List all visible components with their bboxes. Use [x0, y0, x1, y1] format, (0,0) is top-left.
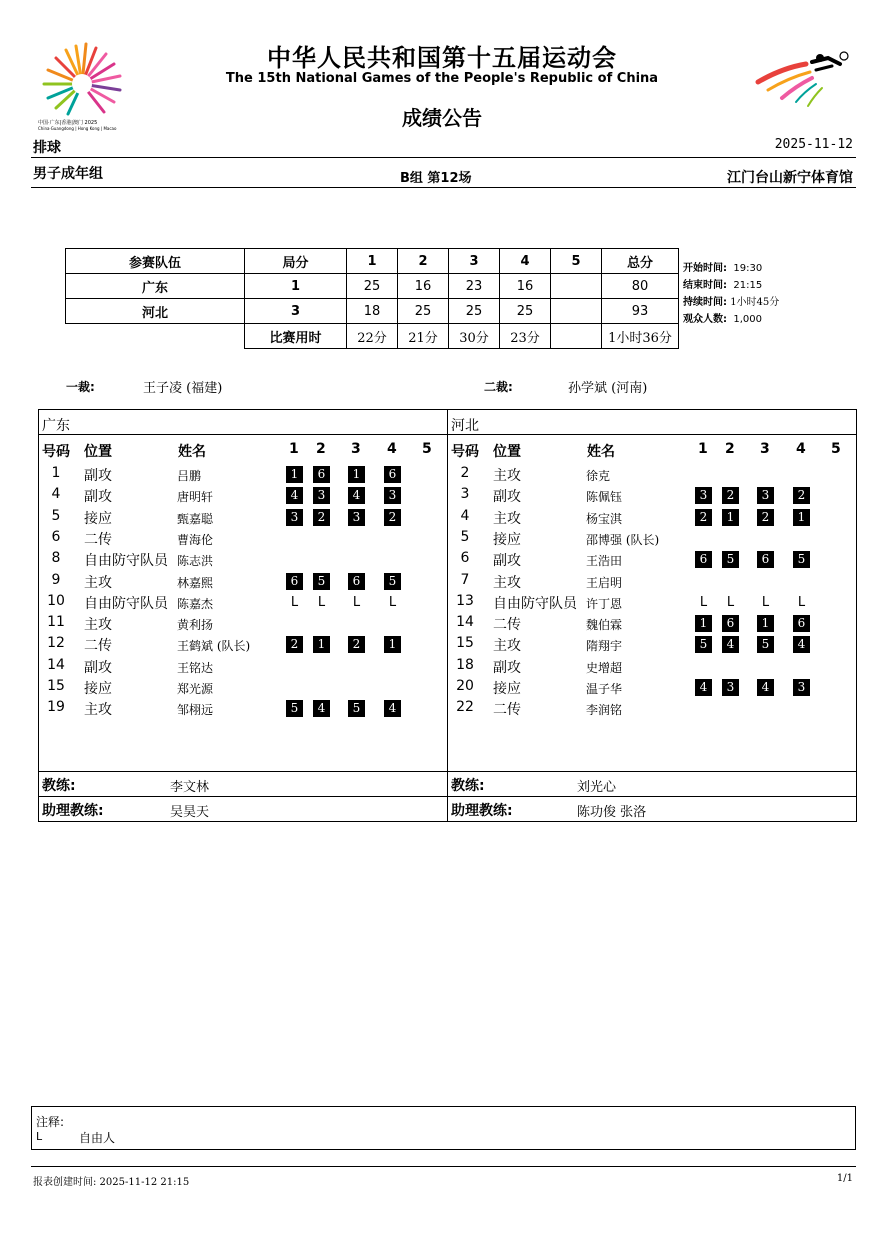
player-position: 副攻 — [84, 659, 112, 676]
column-header-set: 3 — [351, 441, 361, 457]
player-position: 主攻 — [84, 617, 112, 634]
starting-rotation-box: 4 — [793, 636, 810, 653]
player-number: 5 — [51, 507, 61, 524]
divider — [31, 1166, 856, 1167]
player-name: 陈嘉杰 — [177, 596, 214, 611]
category: 男子成年组 — [33, 166, 103, 182]
start-time: 19:30 — [733, 263, 763, 274]
player-name: 王浩田 — [586, 554, 623, 569]
libero-marker: L — [352, 594, 361, 610]
player-name: 魏伯霖 — [586, 618, 623, 633]
logo-subcaption: China·Guangdong | Hong Kong | Macao — [38, 126, 117, 131]
player-row — [39, 465, 447, 486]
player-name: 唐明轩 — [177, 490, 214, 505]
duration-info-label: 持续时间: — [683, 297, 727, 308]
sets-won: 1 — [245, 274, 347, 299]
starting-rotation-box: 1 — [348, 466, 365, 483]
starting-rotation-box: 1 — [695, 615, 712, 632]
notes-label: 注释: — [36, 1115, 65, 1129]
set-duration: 23分 — [500, 324, 551, 349]
first-referee: 王子凌 (福建) — [143, 381, 223, 396]
player-name: 林嘉熙 — [177, 575, 214, 590]
player-row — [448, 699, 856, 720]
player-number: 20 — [456, 678, 474, 694]
player-row — [39, 657, 447, 678]
set-score: 25 — [347, 274, 398, 299]
column-header-set: 3 — [760, 441, 770, 457]
starting-rotation-box: 1 — [757, 615, 774, 632]
starting-rotation-box: 6 — [348, 573, 365, 590]
player-row — [39, 678, 447, 699]
sets-won-header: 局分 — [245, 249, 347, 274]
end-time-line — [683, 276, 762, 291]
player-position: 副攻 — [493, 489, 521, 506]
player-number: 9 — [51, 571, 61, 588]
libero-marker: L — [290, 594, 299, 610]
starting-rotation-box: 3 — [286, 509, 303, 526]
report-title: 成绩公告 — [402, 106, 482, 130]
starting-rotation-box: 2 — [793, 487, 810, 504]
player-name: 王铭达 — [177, 660, 214, 675]
divider — [448, 796, 856, 797]
starting-rotation-box: 2 — [695, 509, 712, 526]
player-row — [39, 614, 447, 635]
starting-rotation-box: 4 — [757, 679, 774, 696]
duration-label: 比赛用时 — [245, 324, 347, 349]
coach-label: 教练: — [451, 778, 485, 794]
player-position: 二传 — [493, 702, 521, 719]
player-position: 主攻 — [493, 574, 521, 591]
divider — [448, 771, 856, 772]
assistant-coach-label: 助理教练: — [42, 803, 104, 819]
coach-name: 李文林 — [170, 780, 210, 795]
event-title-cn: 中华人民共和国第十五届运动会 — [267, 44, 617, 72]
player-row — [39, 529, 447, 550]
divider — [39, 434, 447, 435]
coach-label: 教练: — [42, 778, 76, 794]
player-position: 主攻 — [493, 638, 521, 655]
player-position: 接应 — [84, 681, 112, 697]
player-row — [448, 486, 856, 507]
team-lineup-hebei — [447, 409, 857, 822]
total-score: 93 — [602, 299, 679, 324]
starting-rotation-box: 6 — [384, 466, 401, 483]
column-header-set: 2 — [316, 441, 326, 457]
starting-rotation-box: 3 — [313, 487, 330, 504]
player-number: 12 — [47, 635, 65, 652]
starting-rotation-box: 2 — [348, 636, 365, 653]
total-score: 80 — [602, 274, 679, 299]
libero-marker: L — [388, 594, 397, 610]
player-row — [448, 465, 856, 486]
coach-name: 刘光心 — [577, 780, 617, 795]
starting-rotation-box: 5 — [722, 551, 739, 568]
column-header-set: 1 — [289, 441, 299, 457]
attendance: 1,000 — [733, 314, 762, 325]
set-3-header: 3 — [449, 249, 500, 274]
starting-rotation-box: 2 — [313, 509, 330, 526]
player-number: 15 — [47, 678, 65, 694]
player-position: 副攻 — [84, 489, 112, 506]
player-name: 邹栩远 — [177, 703, 214, 718]
column-header-name: 姓名 — [178, 444, 206, 460]
volleyball-icon — [752, 48, 856, 108]
score-row-team-1 — [66, 274, 679, 299]
venue: 江门台山新宁体育馆 — [727, 170, 853, 186]
starting-rotation-box: 6 — [286, 573, 303, 590]
notes-box — [31, 1106, 856, 1150]
set-duration: 30分 — [449, 324, 500, 349]
player-row — [448, 529, 856, 550]
column-header-set: 5 — [831, 441, 841, 457]
player-position: 主攻 — [84, 574, 112, 591]
page-number: 1/1 — [836, 1173, 853, 1184]
player-name: 王鹤斌 (队长) — [177, 639, 251, 654]
player-number: 19 — [47, 699, 65, 716]
starting-rotation-box: 3 — [384, 487, 401, 504]
player-number: 11 — [47, 614, 65, 631]
player-name: 杨宝淇 — [586, 511, 623, 526]
player-name: 黄利扬 — [177, 618, 214, 633]
starting-rotation-box: 3 — [757, 487, 774, 504]
score-table — [65, 248, 679, 349]
starting-rotation-box: 6 — [313, 466, 330, 483]
set-score: 16 — [500, 274, 551, 299]
libero-marker: L — [761, 594, 770, 610]
player-number: 18 — [456, 656, 474, 673]
player-row — [448, 614, 856, 635]
player-position: 主攻 — [493, 510, 521, 527]
starting-rotation-box: 6 — [722, 615, 739, 632]
libero-marker: L — [317, 594, 326, 610]
player-position: 接应 — [493, 681, 521, 697]
set-duration — [551, 324, 602, 349]
volleyball-pictogram — [752, 48, 856, 108]
player-name: 吕鹏 — [177, 469, 202, 483]
divider — [39, 796, 447, 797]
player-row — [39, 550, 447, 571]
set-score: 23 — [449, 274, 500, 299]
starting-rotation-box: 1 — [286, 466, 303, 483]
player-name: 曹海伦 — [177, 532, 214, 547]
player-number: 7 — [460, 571, 470, 588]
team-lineup-guangdong — [38, 409, 448, 822]
score-row-team-2 — [66, 299, 679, 324]
column-header-set: 5 — [422, 441, 432, 457]
player-row — [448, 593, 856, 614]
second-referee: 孙学斌 (河南) — [568, 381, 648, 396]
divider — [31, 157, 856, 158]
player-number: 4 — [51, 486, 61, 503]
starting-rotation-box: 1 — [313, 636, 330, 653]
player-position: 自由防守队员 — [493, 595, 577, 612]
assistant-coach-label: 助理教练: — [451, 803, 513, 819]
team-name: 广东 — [66, 274, 245, 299]
starting-rotation-box: 5 — [695, 636, 712, 653]
player-row — [448, 635, 856, 656]
libero-marker: L — [699, 594, 708, 610]
player-name: 陈志洪 — [177, 554, 214, 569]
player-number: 13 — [456, 592, 474, 609]
player-name: 甄嘉聪 — [177, 511, 214, 526]
player-position: 二传 — [493, 617, 521, 634]
player-position: 副攻 — [84, 468, 112, 484]
player-number: 8 — [51, 550, 61, 567]
starting-rotation-box: 2 — [757, 509, 774, 526]
report-created-time: 报表创建时间: 2025-11-12 21:15 — [33, 1177, 190, 1188]
player-position: 自由防守队员 — [84, 595, 168, 612]
starting-rotation-box: 3 — [348, 509, 365, 526]
attendance-label: 观众人数: — [683, 314, 727, 325]
player-position: 接应 — [84, 510, 112, 527]
player-position: 二传 — [84, 531, 112, 548]
event-title-en: The 15th National Games of the People's Republic of China — [225, 71, 659, 86]
player-name: 李润铭 — [586, 703, 623, 718]
starting-rotation-box: 6 — [695, 551, 712, 568]
player-name: 王启明 — [586, 575, 623, 590]
starting-rotation-box: 5 — [384, 573, 401, 590]
player-name: 郑光源 — [177, 682, 214, 696]
starting-rotation-box: 2 — [384, 509, 401, 526]
sets-won: 3 — [245, 299, 347, 324]
total-header: 总分 — [602, 249, 679, 274]
set-5-header: 5 — [551, 249, 602, 274]
player-name: 陈佩钰 — [586, 490, 623, 505]
starting-rotation-box: 4 — [695, 679, 712, 696]
starting-rotation-box: 5 — [348, 700, 365, 717]
column-header-set: 4 — [796, 441, 806, 457]
set-score — [551, 299, 602, 324]
set-duration: 21分 — [398, 324, 449, 349]
player-number: 3 — [460, 486, 470, 503]
column-header-set: 4 — [387, 441, 397, 457]
starting-rotation-box: 5 — [313, 573, 330, 590]
set-score: 25 — [449, 299, 500, 324]
set-duration: 22分 — [347, 324, 398, 349]
divider — [39, 771, 447, 772]
starting-rotation-box: 6 — [793, 615, 810, 632]
player-number: 4 — [460, 507, 470, 524]
starting-rotation-box: 3 — [793, 679, 810, 696]
starting-rotation-box: 4 — [722, 636, 739, 653]
starting-rotation-box: 4 — [313, 700, 330, 717]
assistant-coach-name: 陈功俊 张洛 — [577, 805, 647, 820]
player-name: 温子华 — [586, 682, 623, 696]
player-position: 自由防守队员 — [84, 553, 168, 570]
second-referee-label: 二裁: — [484, 380, 513, 394]
player-row — [448, 550, 856, 571]
set-score: 18 — [347, 299, 398, 324]
starting-rotation-box: 4 — [348, 487, 365, 504]
libero-marker: L — [797, 594, 806, 610]
player-row — [39, 699, 447, 720]
player-number: 15 — [456, 635, 474, 652]
player-position: 副攻 — [493, 659, 521, 676]
assistant-coach-name: 吴昊天 — [170, 805, 210, 820]
starting-rotation-box: 1 — [384, 636, 401, 653]
player-number: 6 — [51, 528, 61, 545]
starting-rotation-box: 1 — [793, 509, 810, 526]
player-number: 14 — [47, 656, 65, 673]
score-header-row — [66, 249, 679, 274]
team-name: 广东 — [42, 418, 70, 434]
player-name: 徐克 — [586, 469, 611, 483]
duration-info: 1小时45分 — [730, 297, 780, 308]
player-number: 10 — [47, 592, 65, 609]
set-1-header: 1 — [347, 249, 398, 274]
player-position: 副攻 — [493, 553, 521, 570]
player-name: 隋翔宇 — [586, 639, 623, 654]
starting-rotation-box: 3 — [722, 679, 739, 696]
starting-rotation-box: 4 — [286, 487, 303, 504]
starting-rotation-box: 5 — [793, 551, 810, 568]
player-row — [448, 508, 856, 529]
set-score: 16 — [398, 274, 449, 299]
starting-rotation-box: 1 — [722, 509, 739, 526]
player-name: 史增超 — [586, 660, 623, 675]
starting-rotation-box: 2 — [286, 636, 303, 653]
player-row — [448, 678, 856, 699]
starting-rotation-box: 5 — [286, 700, 303, 717]
player-number: 1 — [51, 465, 61, 481]
column-header-name: 姓名 — [587, 444, 615, 460]
match-date: 2025-11-12 — [774, 137, 853, 152]
set-4-header: 4 — [500, 249, 551, 274]
team-name: 河北 — [66, 299, 245, 324]
starting-rotation-box: 5 — [757, 636, 774, 653]
divider — [31, 187, 856, 188]
column-header-number: 号码 — [42, 444, 70, 460]
starting-rotation-box: 6 — [757, 551, 774, 568]
player-number: 22 — [456, 699, 474, 716]
duration-row — [66, 324, 679, 349]
duration-line — [683, 293, 779, 308]
player-position: 主攻 — [84, 702, 112, 719]
attendance-line — [683, 310, 762, 325]
starting-rotation-box: 3 — [695, 487, 712, 504]
column-header-position: 位置 — [84, 444, 112, 460]
player-row — [39, 635, 447, 656]
start-time-label: 开始时间: — [683, 263, 727, 274]
player-row — [39, 572, 447, 593]
player-number: 6 — [460, 550, 470, 567]
start-time-line — [683, 259, 762, 274]
end-time-label: 结束时间: — [683, 280, 727, 291]
player-number: 2 — [460, 465, 470, 481]
player-row — [448, 657, 856, 678]
column-header-number: 号码 — [451, 444, 479, 460]
starting-rotation-box: 2 — [722, 487, 739, 504]
player-row — [39, 486, 447, 507]
column-header-set: 2 — [725, 441, 735, 457]
set-score: 25 — [398, 299, 449, 324]
set-2-header: 2 — [398, 249, 449, 274]
end-time: 21:15 — [733, 280, 763, 291]
group-match: B组 第12场 — [400, 171, 472, 186]
player-name: 邵博强 (队长) — [586, 532, 660, 547]
notes-symbol: L — [36, 1130, 43, 1143]
player-row — [39, 508, 447, 529]
starting-rotation-box: 4 — [384, 700, 401, 717]
team-header: 参赛队伍 — [66, 249, 245, 274]
team-name: 河北 — [451, 418, 479, 434]
libero-marker: L — [726, 594, 735, 610]
column-header-set: 1 — [698, 441, 708, 457]
notes-meaning: 自由人 — [79, 1131, 116, 1145]
player-number: 14 — [456, 614, 474, 631]
player-number: 5 — [460, 528, 470, 545]
player-position: 主攻 — [493, 468, 521, 484]
set-score — [551, 274, 602, 299]
set-score: 25 — [500, 299, 551, 324]
logo-caption: 中国·广东|香港|澳门 2025 — [38, 120, 98, 126]
player-position: 接应 — [493, 531, 521, 548]
player-position: 二传 — [84, 638, 112, 655]
column-header-position: 位置 — [493, 444, 521, 460]
divider — [448, 434, 856, 435]
total-duration: 1小时36分 — [602, 324, 679, 349]
sport-name: 排球 — [33, 140, 61, 156]
player-row — [448, 572, 856, 593]
first-referee-label: 一裁: — [66, 380, 95, 394]
player-row — [39, 593, 447, 614]
player-name: 许丁恩 — [586, 596, 623, 611]
